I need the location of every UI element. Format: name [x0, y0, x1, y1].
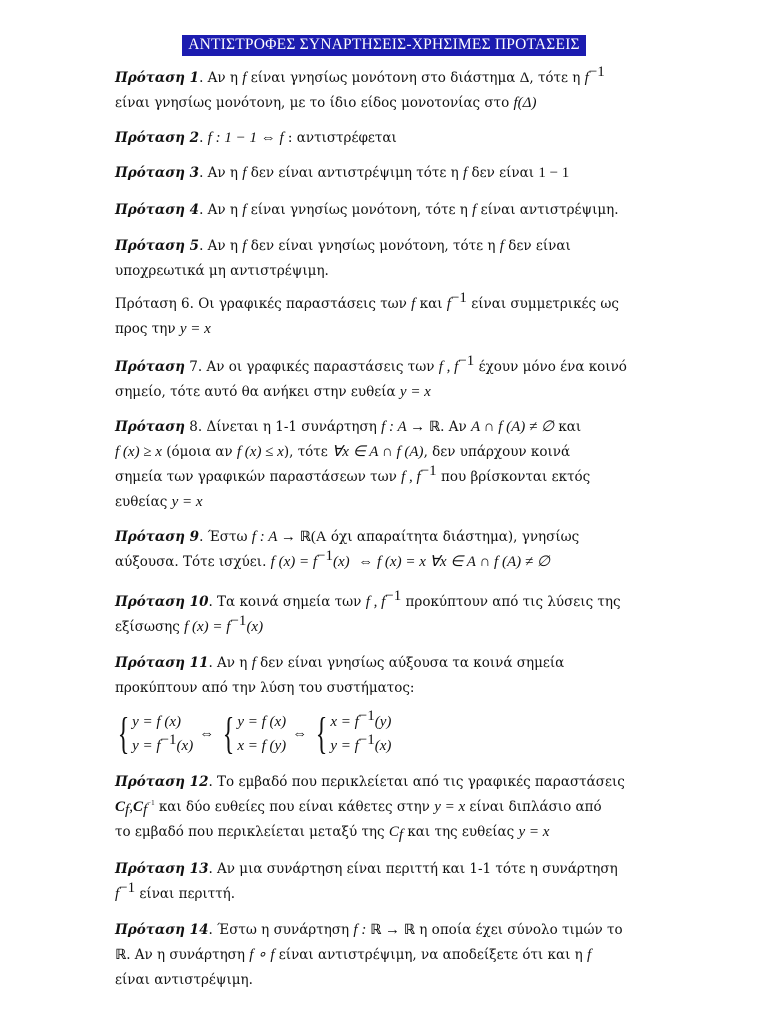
proposition-label: Πρόταση 12: [115, 774, 209, 790]
proposition-label: Πρόταση 11: [115, 655, 209, 671]
iff-symbol: ⇔: [199, 725, 215, 742]
proposition-label: Πρόταση 9: [115, 529, 200, 545]
proposition-5: Πρόταση 5. Αν η f δεν είναι γνησίως μονότονη, τότε η f δεν είναι υποχρεωτικά μη αντιστρέψιμη.: [115, 238, 571, 279]
document-title: ΑΝΤΙΣΤΡΟΦΕΣ ΣΥΝΑΡΤΗΣΕΙΣ-ΧΡΗΣΙΜΕΣ ΠΡΟΤΑΣΕΙΣ: [182, 35, 586, 56]
proposition-13: Πρόταση 13. Αν μια συνάρτηση είναι περιττή και 1-1 τότε η συνάρτηση $f^{-1}$ είναι περιττή.: [115, 861, 618, 902]
proposition-2: Πρόταση 2. f : 1 − 1 ⇔ f : αντιστρέφεται: [115, 130, 397, 146]
proposition-label: Πρόταση 3: [115, 165, 200, 181]
system-middle: y = f (x) x = f (y): [237, 714, 287, 754]
proposition-9: Πρόταση 9. Έστω f : A → ℝ(A όχι απαραίτητα διάστημα), γνησίως αύξουσα. Τότε ισχύει. f $(x) = f^{-1}(x)$ ⇔ f (x) = x ∀x ∈ A ∩ f (A) ≠ ∅: [115, 529, 580, 570]
proposition-14: Πρόταση 14. Έστω η συνάρτηση f : ℝ → ℝ η οποία έχει σύνολο τιμών το ℝ. Αν η συνάρτηση f ∘ f είναι αντιστρέψιμη, να αποδείξετε ότι και η f είναι αντιστρέψιμη.: [115, 922, 623, 988]
proposition-11: Πρόταση 11. Αν η f δεν είναι γνησίως αύξουσα τα κοινά σημεία προκύπτουν από την λύση του συστήματος:: [115, 655, 565, 696]
system-right: $x = f^{-1}(y)$ $y = f^{-1}(x)$: [330, 708, 392, 754]
proposition-12: Πρόταση 12. Το εμβαδό που περικλείεται από τις γραφικές παραστάσεις $C_f,C_f^{-1}$ και δύο ευθείες που είναι κάθετες στην y = x είναι διπλάσιο από το εμβαδό που περικλείεται μεταξύ της $C_f$ και της ευθείας y = x: [115, 774, 625, 843]
left-brace: {: [222, 709, 235, 758]
left-brace: {: [315, 709, 328, 758]
left-brace: {: [117, 709, 130, 758]
equation-system: [115, 708, 391, 760]
proposition-label: Πρόταση 13: [115, 861, 209, 877]
proposition-7: Πρόταση 7. Αν οι γραφικές παραστάσεις των f , $f^{-1}$ έχουν μόνο ένα κοινό σημείο, τότε αυτό θα ανήκει στην ευθεία y = x: [115, 353, 627, 400]
proposition-label: Πρόταση: [115, 419, 185, 435]
proposition-label: Πρόταση 10: [115, 594, 209, 610]
proposition-4: Πρόταση 4. Αν η f είναι γνησίως μονότονη, τότε η f είναι αντιστρέψιμη.: [115, 202, 619, 218]
proposition-1: Πρόταση 1. Αν η f είναι γνησίως μονότονη στο διάστημα Δ, τότε η $f^{-1}$ είναι γνησίως μονότονη, με το ίδιο είδος μονοτονίας στο f(Δ): [115, 64, 605, 111]
proposition-label: Πρόταση 5: [115, 238, 200, 254]
proposition-6: Πρόταση 6. Οι γραφικές παραστάσεις των f και $f^{-1}$ είναι συμμετρικές ως προς την y = x: [115, 290, 619, 337]
proposition-label: Πρόταση 2: [115, 130, 200, 146]
system-left: y = f (x) $y = f^{-1}(x)$: [132, 714, 194, 754]
proposition-10: Πρόταση 10. Τα κοινά σημεία των f , $f^{-1}$ προκύπτουν από τις λύσεις της εξίσωσης f $(x) = f^{-1}(x)$: [115, 588, 621, 635]
proposition-label: Πρόταση 14: [115, 922, 209, 938]
title-banner: [0, 34, 768, 56]
iff-symbol: ⇔: [292, 725, 308, 742]
proposition-8: Πρόταση 8. Δίνεται η 1-1 συνάρτηση f : A → ℝ. Αν A ∩ f (A) ≠ ∅ και f (x) ≥ x (όμοια αν f (x) ≤ x), τότε ∀x ∈ A ∩ f (A), δεν υπάρχουν κοινά σημεία των γραφικών παραστάσεων των f , $f^{-1}$ που βρίσκονται εκτός ευθείας y = x: [115, 419, 591, 510]
proposition-label: Πρόταση 4: [115, 202, 200, 218]
proposition-label: Πρόταση 1: [115, 70, 200, 86]
proposition-3: Πρόταση 3. Αν η f δεν είναι αντιστρέψιμη τότε η f δεν είναι 1 − 1: [115, 165, 570, 181]
proposition-label: Πρόταση: [115, 359, 185, 375]
